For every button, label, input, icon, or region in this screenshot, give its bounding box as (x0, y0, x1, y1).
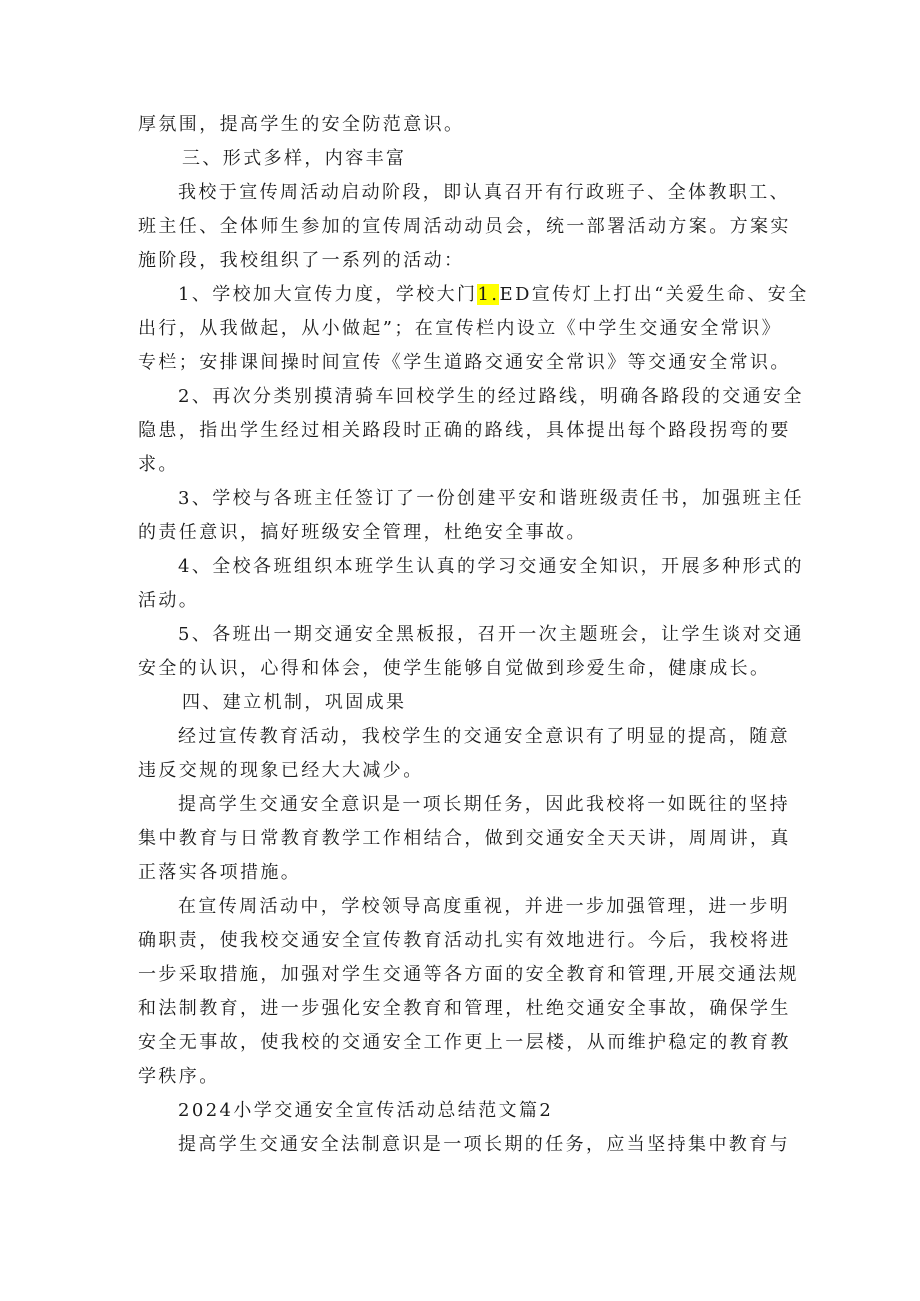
text-line: 5、各班出一期交通安全黑板报，召开一次主题班会，让学生谈对交通 (178, 624, 804, 645)
text-line: 我校于宣传周活动启动阶段，即认真召开有行政班子、全体教职工、 (178, 182, 790, 203)
text-line: 集中教育与日常教育教学工作相结合，做到交通安全天天讲，周周讲，真 (138, 828, 791, 849)
text-line: 班主任、全体师生参加的宣传周活动动员会，统一部署活动方案。方案实 (138, 216, 791, 237)
text-line: 2、再次分类别摸清骑车回校学生的经过路线，明确各路段的交通安全 (178, 386, 804, 407)
text-line: 的责任意识，搞好班级安全管理，杜绝安全事故。 (138, 522, 587, 543)
text-line: 经过宣传教育活动，我校学生的交通安全意识有了明显的提高，随意 (178, 726, 790, 747)
article-title: 2024小学交通安全宣传活动总结范文篇2 (178, 1100, 554, 1121)
highlighted-text: 1. (477, 284, 500, 305)
text-line: 3、学校与各班主任签订了一份创建平安和谐班级责任书，加强班主任 (178, 488, 804, 509)
text-segment: ED宣传灯上打出“关爱生命、安全 (499, 284, 809, 305)
text-line: 安全的认识，心得和体会，使学生能够自觉做到珍爱生命，健康成长。 (138, 658, 771, 679)
text-line: 专栏；安排课间操时间宣传《学生道路交通安全常识》等交通安全常识。 (138, 352, 791, 373)
document-page (138, 108, 809, 1162)
text-line: 提高学生交通安全法制意识是一项长期的任务，应当坚持集中教育与 (178, 1134, 790, 1155)
text-line: 求。 (138, 454, 179, 475)
section-heading: 四、建立机制，巩固成果 (182, 692, 407, 713)
text-line: 学秩序。 (138, 1066, 220, 1087)
text-line: 活动。 (138, 590, 200, 611)
text-line: 隐患，指出学生经过相关路段时正确的路线，具体提出每个路段拐弯的要 (138, 420, 791, 441)
text-line: 和法制教育，进一步强化安全教育和管理，杜绝交通安全事故，确保学生 (138, 998, 791, 1019)
text-line: 确职责，使我校交通安全宣传教育活动扎实有效地进行。今后，我校将进 (138, 930, 791, 951)
text-line: 施阶段，我校组织了一系列的活动： (138, 250, 465, 271)
text-line: 出行，从我做起，从小做起”；在宣传栏内设立《中学生交通安全常识》 (138, 318, 782, 339)
text-line: 安全无事故，使我校的交通安全工作更上一层楼，从而维护稳定的教育教 (138, 1032, 791, 1053)
text-line: 厚氛围，提高学生的安全防范意识。 (138, 114, 465, 135)
text-line: 一步采取措施，加强对学生交通等各方面的安全教育和管理,开展交通法规 (138, 964, 799, 985)
text-segment: 1、学校加大宣传力度，学校大门 (178, 284, 478, 305)
text-line: 提高学生交通安全意识是一项长期任务，因此我校将一如既往的坚持 (178, 794, 790, 815)
section-heading: 三、形式多样，内容丰富 (182, 148, 407, 169)
text-line: 正落实各项措施。 (138, 862, 302, 883)
text-line-with-highlight (138, 278, 809, 312)
text-line: 违反交规的现象已经大大减少。 (138, 760, 424, 781)
text-line: 4、全校各班组织本班学生认真的学习交通安全知识，开展多种形式的 (178, 556, 804, 577)
text-line: 在宣传周活动中，学校领导高度重视，并进一步加强管理，进一步明 (178, 896, 790, 917)
